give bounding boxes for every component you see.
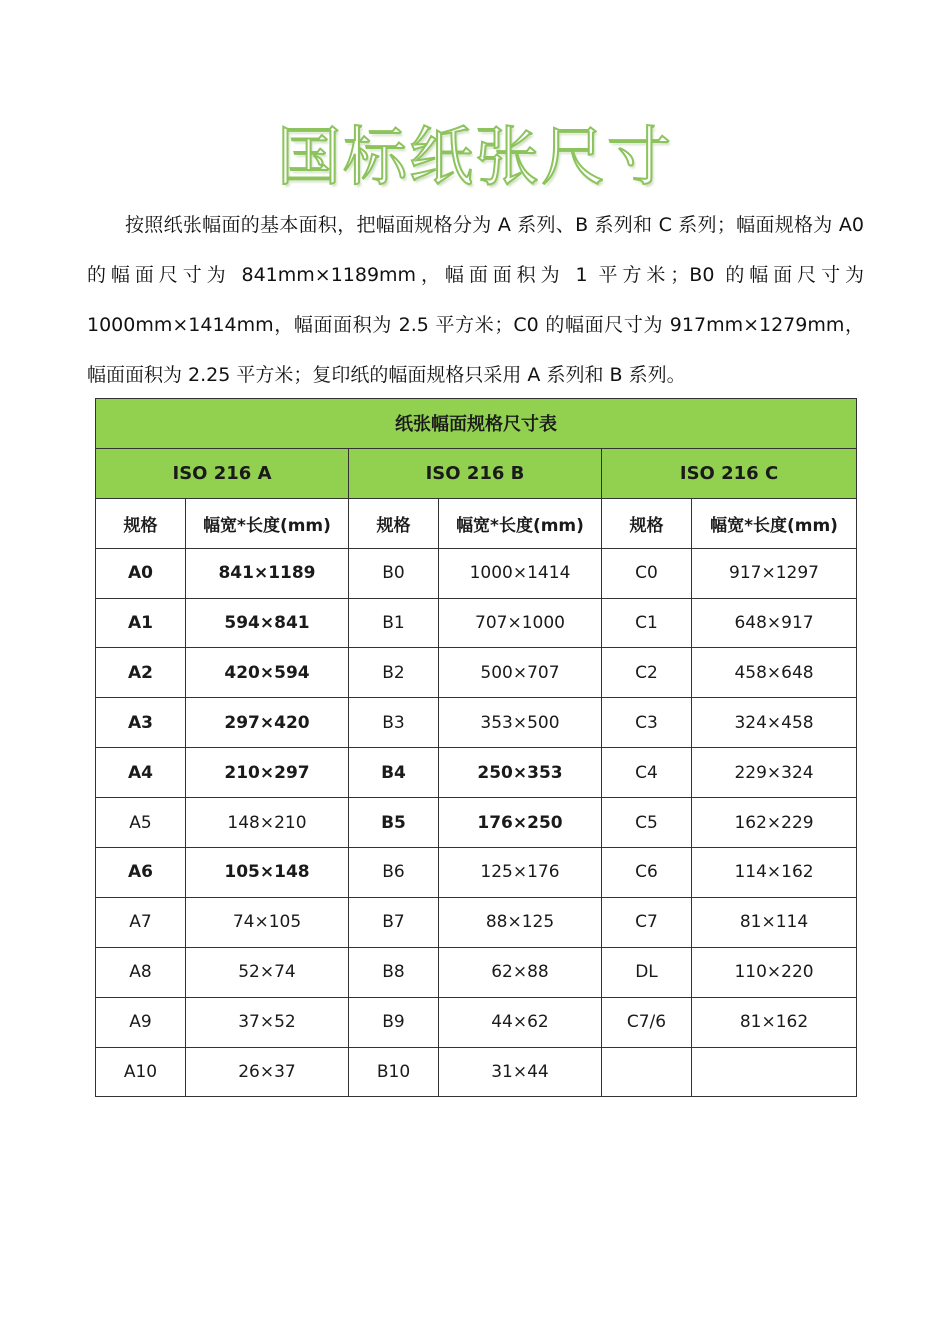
size-code-b: B7	[349, 897, 439, 947]
size-dimensions-b: 44×62	[439, 997, 602, 1047]
size-code-b: B2	[349, 648, 439, 698]
size-code-b: B9	[349, 997, 439, 1047]
page-title: 国标纸张尺寸	[277, 121, 673, 195]
size-dimensions-c: 81×114	[692, 897, 857, 947]
table-row	[96, 798, 857, 848]
size-dimensions-a: 297×420	[186, 698, 349, 748]
size-dimensions-b: 62×88	[439, 947, 602, 997]
column-header-size: 规格	[349, 498, 439, 548]
column-header-dimensions: 幅宽*长度(mm)	[186, 498, 349, 548]
size-code-c: DL	[602, 947, 692, 997]
column-header-row	[96, 498, 857, 548]
size-dimensions-b: 1000×1414	[439, 548, 602, 598]
size-dimensions-b: 176×250	[439, 798, 602, 848]
size-code-c: C3	[602, 698, 692, 748]
size-code-a: A10	[96, 1047, 186, 1097]
group-header-iso-b: ISO 216 B	[349, 448, 602, 498]
table-caption: 纸张幅面规格尺寸表	[96, 399, 857, 449]
size-code-c: C0	[602, 548, 692, 598]
size-code-a: A1	[96, 598, 186, 648]
size-code-b: B3	[349, 698, 439, 748]
size-code-b: B10	[349, 1047, 439, 1097]
size-dimensions-b: 707×1000	[439, 598, 602, 648]
size-code-a: A0	[96, 548, 186, 598]
table-row	[96, 1047, 857, 1097]
table-row	[96, 698, 857, 748]
size-dimensions-c: 917×1297	[692, 548, 857, 598]
size-code-b: B5	[349, 798, 439, 848]
table-row	[96, 897, 857, 947]
size-dimensions-c	[692, 1047, 857, 1097]
size-code-b: B8	[349, 947, 439, 997]
size-code-c: C6	[602, 848, 692, 898]
table-row	[96, 947, 857, 997]
size-code-a: A2	[96, 648, 186, 698]
size-code-c: C2	[602, 648, 692, 698]
size-code-c: C7/6	[602, 997, 692, 1047]
size-code-a: A8	[96, 947, 186, 997]
group-header-row	[96, 448, 857, 498]
table-row	[96, 648, 857, 698]
size-dimensions-c: 648×917	[692, 598, 857, 648]
size-dimensions-b: 353×500	[439, 698, 602, 748]
size-code-b: B6	[349, 848, 439, 898]
size-dimensions-a: 105×148	[186, 848, 349, 898]
size-code-a: A5	[96, 798, 186, 848]
size-dimensions-c: 162×229	[692, 798, 857, 848]
size-dimensions-c: 324×458	[692, 698, 857, 748]
table-row	[96, 848, 857, 898]
group-header-iso-c: ISO 216 C	[602, 448, 857, 498]
size-dimensions-a: 841×1189	[186, 548, 349, 598]
size-dimensions-a: 420×594	[186, 648, 349, 698]
size-code-c: C4	[602, 748, 692, 798]
column-header-size: 规格	[602, 498, 692, 548]
size-dimensions-a: 37×52	[186, 997, 349, 1047]
size-code-c: C7	[602, 897, 692, 947]
size-dimensions-b: 125×176	[439, 848, 602, 898]
size-dimensions-a: 26×37	[186, 1047, 349, 1097]
size-code-b: B0	[349, 548, 439, 598]
size-dimensions-a: 52×74	[186, 947, 349, 997]
column-header-size: 规格	[96, 498, 186, 548]
size-dimensions-a: 210×297	[186, 748, 349, 798]
size-code-b: B4	[349, 748, 439, 798]
size-code-c: C1	[602, 598, 692, 648]
table-row	[96, 548, 857, 598]
size-dimensions-a: 594×841	[186, 598, 349, 648]
size-dimensions-b: 500×707	[439, 648, 602, 698]
intro-paragraph: 按照纸张幅面的基本面积，把幅面规格分为 A 系列、B 系列和 C 系列；幅面规格为 A0 的幅面尺寸为 841mm×1189mm，幅面面积为 1 平方米；B0 的幅面尺寸为 1000mm×1414mm，幅面面积为 2.5 平方米；C0 的幅面尺寸为 917mm×1279mm，幅面面积为 2.25 平方米；复印纸的幅面规格只采用 A 系列和 B 系列。	[87, 214, 864, 386]
size-code-a: A9	[96, 997, 186, 1047]
table-caption-row	[96, 399, 857, 449]
table-row	[96, 598, 857, 648]
size-code-c	[602, 1047, 692, 1097]
column-header-dimensions: 幅宽*长度(mm)	[692, 498, 857, 548]
size-dimensions-c: 81×162	[692, 997, 857, 1047]
column-header-dimensions: 幅宽*长度(mm)	[439, 498, 602, 548]
size-dimensions-a: 74×105	[186, 897, 349, 947]
table-row	[96, 748, 857, 798]
size-dimensions-b: 88×125	[439, 897, 602, 947]
size-code-a: A7	[96, 897, 186, 947]
size-dimensions-b: 31×44	[439, 1047, 602, 1097]
group-header-iso-a: ISO 216 A	[96, 448, 349, 498]
size-dimensions-a: 148×210	[186, 798, 349, 848]
size-code-a: A4	[96, 748, 186, 798]
paper-size-table	[95, 398, 857, 1097]
size-dimensions-c: 458×648	[692, 648, 857, 698]
size-code-a: A6	[96, 848, 186, 898]
table-row	[96, 997, 857, 1047]
size-dimensions-c: 229×324	[692, 748, 857, 798]
size-code-b: B1	[349, 598, 439, 648]
size-code-c: C5	[602, 798, 692, 848]
size-dimensions-c: 110×220	[692, 947, 857, 997]
size-dimensions-c: 114×162	[692, 848, 857, 898]
size-code-a: A3	[96, 698, 186, 748]
size-dimensions-b: 250×353	[439, 748, 602, 798]
